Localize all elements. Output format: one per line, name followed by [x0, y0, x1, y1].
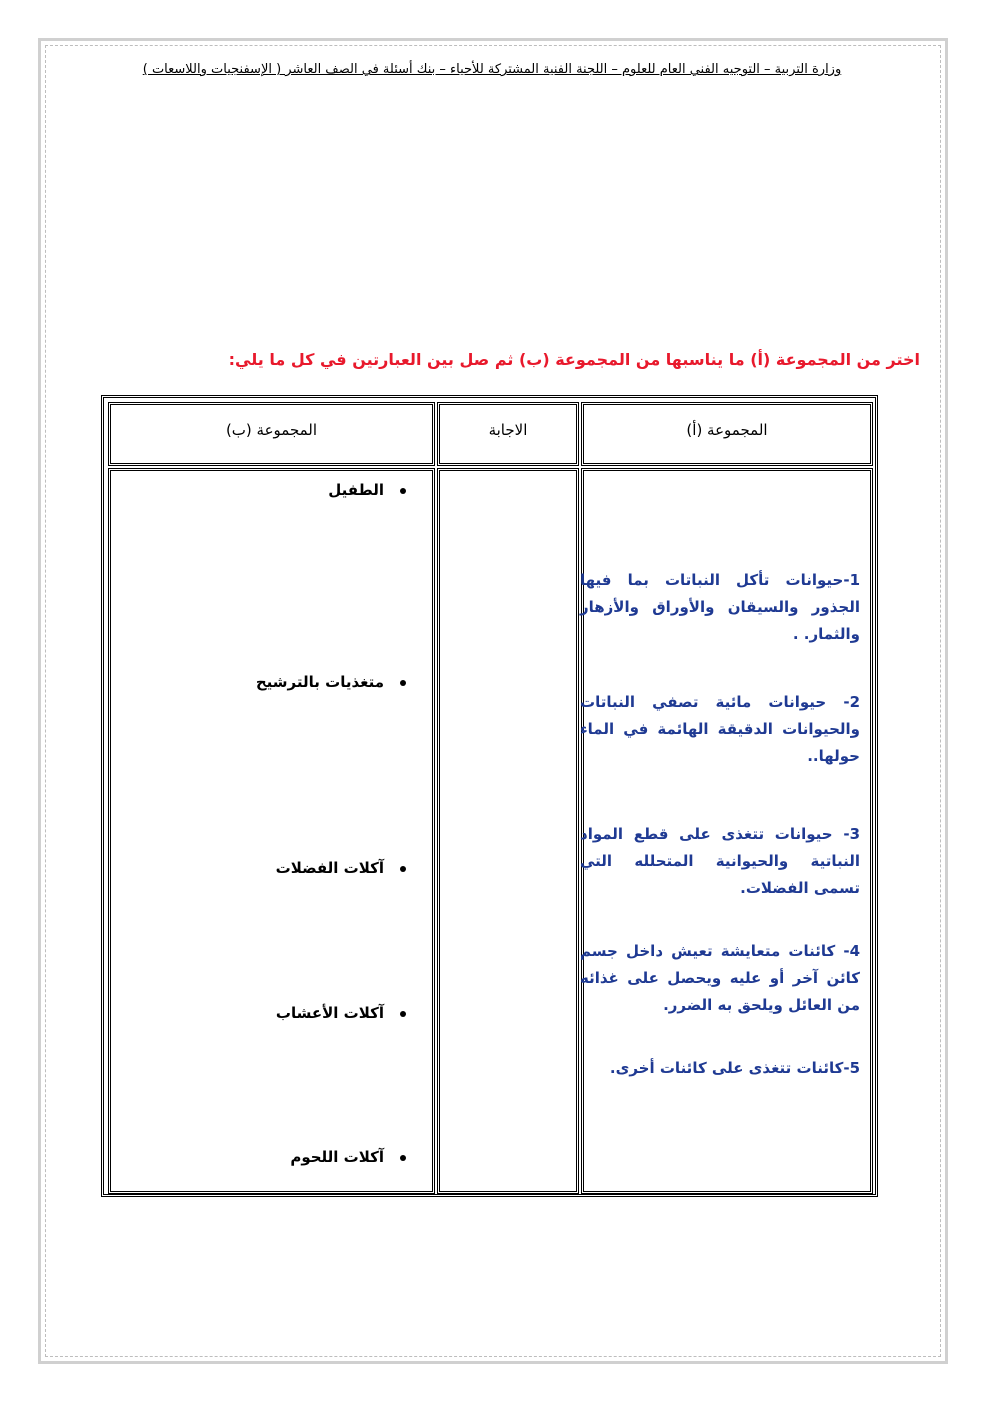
body-cell-group-b: [108, 468, 435, 1194]
header-cell-group-a: [581, 402, 873, 466]
group-b-item-2: متغذيات بالترشيح: [256, 673, 406, 691]
question-instruction: اختر من المجموعة (أ) ما يناسبها من المجموعة (ب) ثم صل بين العبارتين في كل ما يلي:: [228, 350, 920, 369]
header-answer: الاجابة: [488, 421, 528, 439]
header-cell-group-b: [108, 402, 435, 466]
header-group-a: المجموعة (أ): [686, 421, 768, 439]
bullet-icon: [400, 866, 406, 872]
bullet-icon: [400, 680, 406, 686]
header-cell-answer: [437, 402, 579, 466]
group-a-item-5: 5-كائنات تتغذى على كائنات أخرى.: [609, 1059, 860, 1077]
bullet-icon: [400, 488, 406, 494]
group-a-item-2: 2- حيوانات مائية تصفي النباتات والحيوانات الدقيقة الهائمة في الماء حولها..: [580, 693, 860, 765]
group-a-item-4: 4- كائنات متعايشة تعيش داخل جسم كائن آخر أو عليه ويحصل على غذائه من العائل ويلحق به الضرر.: [580, 942, 860, 1014]
header-group-b: المجموعة (ب): [225, 421, 318, 439]
group-b-item-3: آكلات الفضلات: [276, 859, 406, 877]
bullet-icon: [400, 1155, 406, 1161]
body-cell-group-a: [581, 468, 873, 1194]
body-cell-answer[interactable]: [437, 468, 579, 1194]
group-a-item-3: 3- حيوانات تتغذى على قطع المواد النباتية والحيوانية المتحلله التي تسمى الفضلات.: [580, 825, 860, 897]
group-b-item-4: آكلات الأعشاب: [276, 1004, 406, 1022]
matching-table: [101, 395, 878, 1197]
bullet-icon: [400, 1011, 406, 1017]
document-header: وزارة التربية – التوجيه الفني العام للعلوم – اللجنة الفنية المشتركة للأحياء – بنك أسئلة في الصف العاشر ( الإسفنجيات واللاسعات ): [142, 62, 842, 77]
group-b-item-5: آكلات اللحوم: [290, 1148, 406, 1166]
group-a-item-1: 1-حيوانات تأكل النباتات بما فيها الجذور والسيقان والأوراق والأزهار والثمار. .: [580, 571, 860, 643]
group-b-item-1: الطفيل: [328, 481, 406, 499]
